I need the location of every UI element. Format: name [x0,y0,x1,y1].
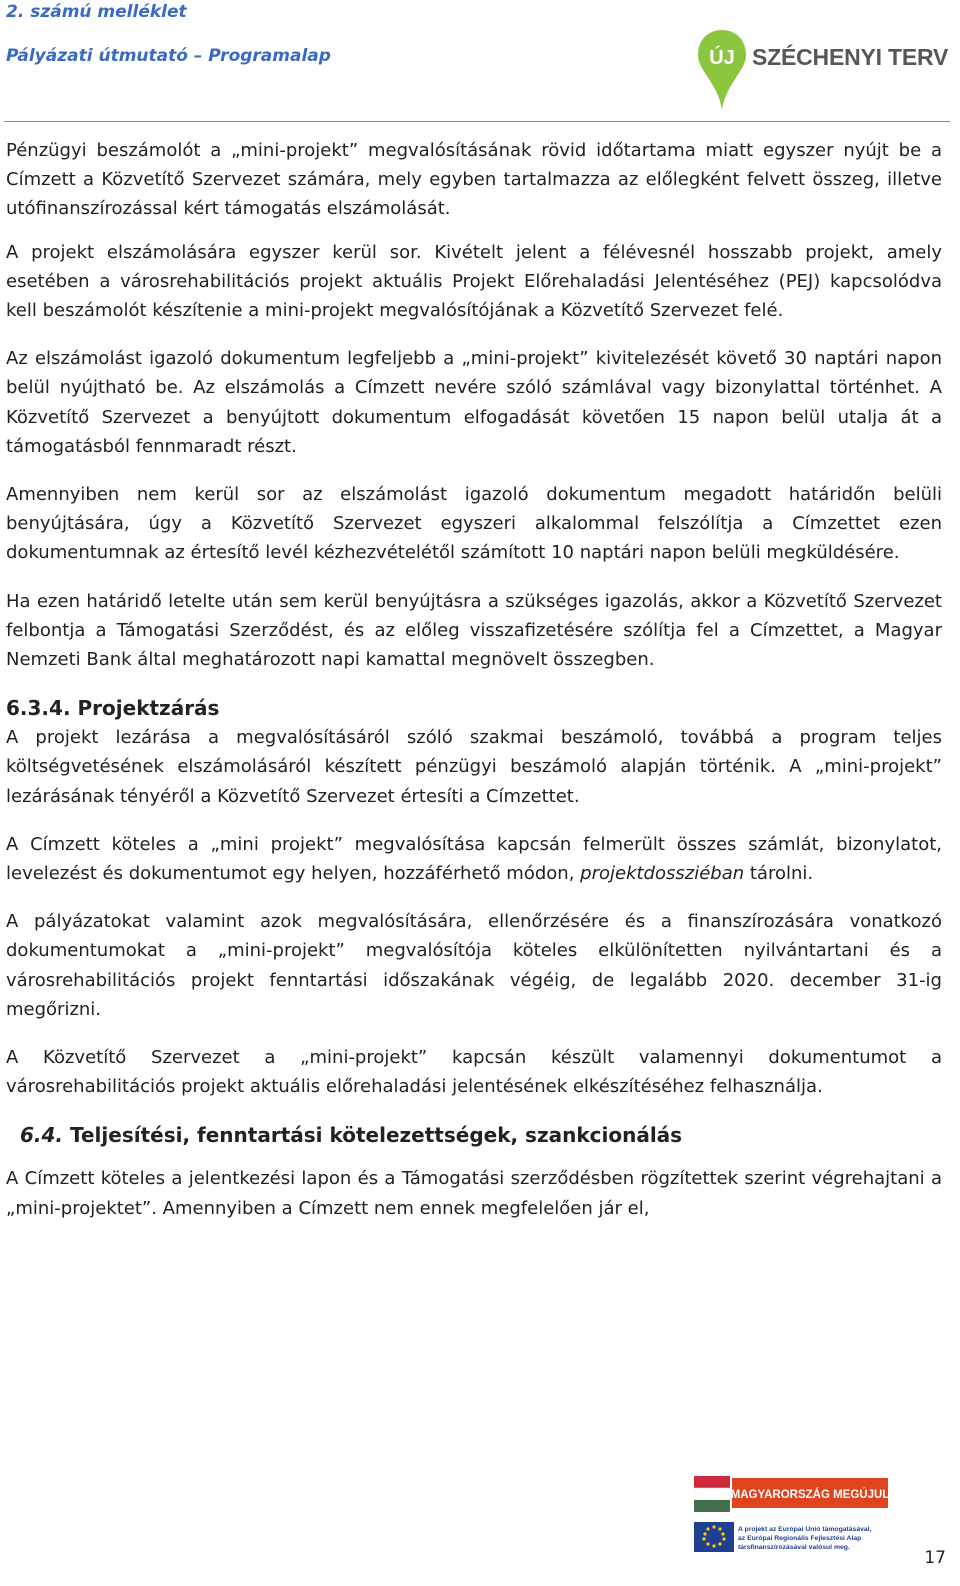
szechenyi-terv-logo [696,28,952,112]
paragraph: A pályázatokat valamint azok megvalósítására, ellenőrzésére és a finanszírozására vonatkozó dokumentumokat a „mini-projekt” megvalósítója köteles elkülönítetten nyilvántartani és a városrehabilitációs projekt fenntartási időszakának végéig, de legalább 2020. december 31-ig megőrizni. [6,911,942,1020]
section-heading-634 [6,693,942,723]
eu-text-line: társfinanszírozásával valósul meg. [738,1544,850,1551]
banner-text: MAGYARORSZÁG MEGÚJUL [730,1489,890,1501]
paragraph: Ha ezen határidő letelte után sem kerül benyújtásra a szükséges igazolás, akkor a Közvetítő Szervezet felbontja a Támogatási Szerződést, és az előleg visszafizetésére szólítja fel a Címzettet, a Magyar Nemzeti Bank által meghatározott napi kamattal megnövelt összegben. [6,590,942,671]
section-title: Projektzárás [77,696,220,721]
header-divider [4,121,950,122]
paragraph: Az elszámolást igazoló dokumentum legfeljebb a „mini-projekt” kivitelezését követő 30 naptári napon belül nyújtható be. Az elszámolás a Címzett nevére szóló számlával vagy bizonylattal történhet. A Közvetítő Szervezet a benyújtott dokumentum elfogadását követően 15 napon belül utalja át a támogatásból fennmaradt részt. [6,348,942,457]
magyarorszag-megujul-logo [694,1476,890,1566]
eu-text-line: A projekt az Európai Unió támogatásával, [738,1526,872,1533]
eu-text-line: az Európai Regionális Fejlesztési Alap [738,1535,862,1542]
logo-badge-text: ÚJ [709,47,735,69]
paragraph-text: tárolni. [744,863,814,885]
main-content [6,136,942,1242]
paragraph: A Címzett köteles a jelentkezési lapon és a Támogatási szerződésben rögzítettek szerint végrehajtani a „mini-projektet”. Amennyiben a Címzett nem ennek megfelelően jár el, [6,1168,942,1219]
section-title: Teljesítési, fenntartási kötelezettségek, szankcionálás [70,1123,683,1148]
section-number: 6.3.4. [6,696,71,721]
paragraph: A projekt lezárása a megvalósításáról szóló szakmai beszámoló, továbbá a program teljes költségvetésének elszámolásáról készített pénzügyi beszámoló alapján történik. A „mini-projekt” lezárásának tényéről a Közvetítő Szervezet értesíti a Címzettet. [6,727,942,807]
section-heading-64 [20,1120,942,1150]
logo-text: SZÉCHENYI TERV [752,44,949,70]
paragraph: A projekt elszámolására egyszer kerül sor. Kivételt jelent a félévesnél hosszabb projekt, amely esetében a városrehabilitációs projekt aktuális Projekt Előrehaladási Jelentéséhez (PEJ) kapcsolódva kell beszámolót készítenie a mini-projekt megvalósítójának a Közvetítő Szervezet felé. [6,241,942,322]
paragraph: A Közvetítő Szervezet a „mini-projekt” kapcsán készült valamennyi dokumentumot a városrehabilitációs projekt aktuális előrehaladási jelentésének elkészítéséhez felhasználja. [6,1047,942,1098]
italic-term: projektdossziéban [580,863,745,885]
paragraph: Pénzügyi beszámolót a „mini-projekt” megvalósításának rövid időtartama miatt egyszer nyújt be a Címzett a Közvetítő Szervezet számára, mely egyben tartalmazza az előlegként felvett összeg, illetve utófinanszírozással kért támogatás elszámolását. [6,140,942,220]
page-number: 17 [924,1548,946,1568]
annex-label: 2. számú melléklet [6,2,187,22]
eu-funding-icon [694,1476,890,1566]
paragraph: Amennyiben nem kerül sor az elszámolást igazoló dokumentum megadott határidőn belüli benyújtására, úgy a Közvetítő Szervezet egyszeri alkalommal felszólítja a Címzettet ezen dokumentumnak az értesítő levél kézhezvételétől számított 10 naptári napon belüli megküldésére. [6,484,942,564]
pin-logo-icon [696,28,756,112]
paragraph [6,830,942,888]
guide-title: Pályázati útmutató – Programalap [6,46,331,66]
section-number: 6.4. [20,1123,64,1148]
paragraph-text: A Címzett köteles a „mini projekt” megvalósítása kapcsán felmerült összes számlát, bizonylatot, levelezést és dokumentumot egy helyen, hozzáférhető módon, [6,833,942,885]
